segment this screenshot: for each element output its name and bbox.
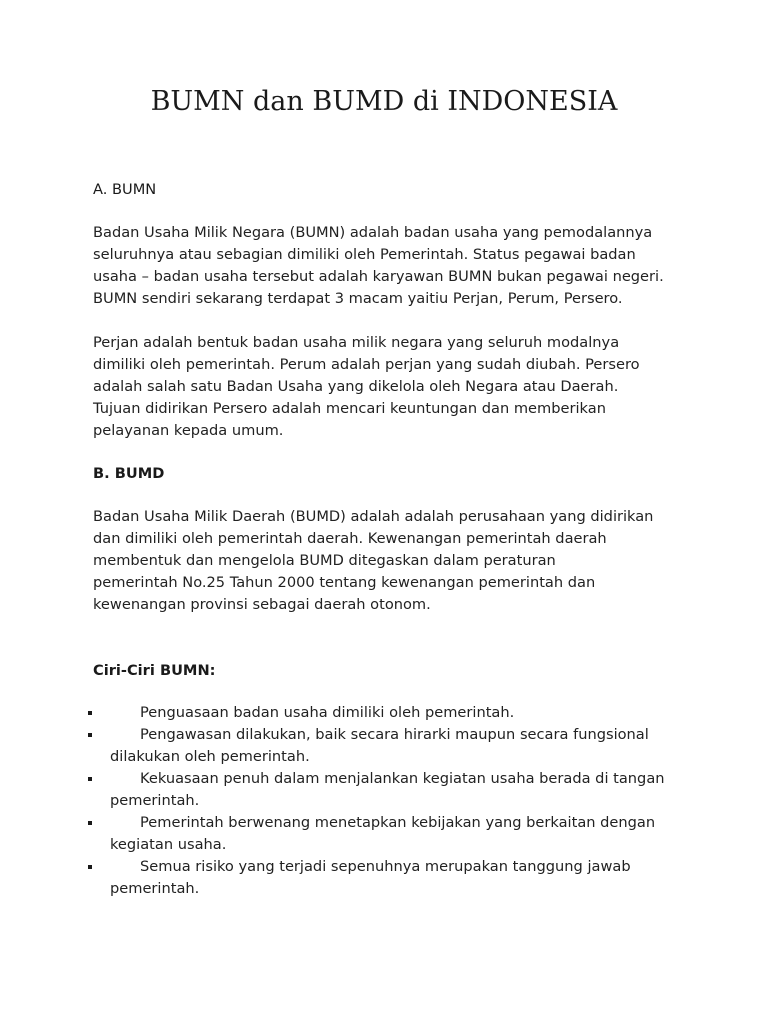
section-b-paragraph-1 [93, 506, 693, 616]
list-item-continuation: dilakukan oleh pemerintah. [110, 748, 310, 765]
document-title: BUMN dan BUMD di INDONESIA [150, 86, 618, 117]
section-a-paragraph-1 [93, 222, 693, 310]
paragraph-line: pemerintah No.25 Tahun 2000 tentang kewenangan pemerintah dan [93, 574, 596, 591]
list-item [86, 768, 706, 812]
list-item-text: Pengawasan dilakukan, baik secara hirarki maupun secara fungsional [140, 726, 649, 743]
list-item-continuation: pemerintah. [110, 880, 200, 897]
paragraph-line: adalah salah satu Badan Usaha yang dikelola oleh Negara atau Daerah. [93, 378, 619, 395]
paragraph-line: pelayanan kepada umum. [93, 422, 284, 439]
list-item-text: Penguasaan badan usaha dimiliki oleh pemerintah. [140, 704, 515, 721]
square-bullet-icon [88, 777, 92, 781]
ciri-list [86, 702, 706, 900]
list-item-continuation: pemerintah. [110, 792, 200, 809]
square-bullet-icon [88, 711, 92, 715]
list-item [86, 856, 706, 900]
paragraph-line: Tujuan didirikan Persero adalah mencari keuntungan dan memberikan [93, 400, 606, 417]
section-b-heading: B. BUMD [93, 465, 165, 482]
list-item-text: Pemerintah berwenang menetapkan kebijakan yang berkaitan dengan [140, 814, 656, 831]
list-item-continuation: kegiatan usaha. [110, 836, 227, 853]
paragraph-line: dimiliki oleh pemerintah. Perum adalah perjan yang sudah diubah. Persero [93, 356, 640, 373]
paragraph-line: usaha – badan usaha tersebut adalah karyawan BUMN bukan pegawai negeri. [93, 268, 664, 285]
list-item-text: Kekuasaan penuh dalam menjalankan kegiatan usaha berada di tangan [140, 770, 665, 787]
paragraph-line: Perjan adalah bentuk badan usaha milik negara yang seluruh modalnya [93, 334, 620, 351]
paragraph-line: Badan Usaha Milik Negara (BUMN) adalah badan usaha yang pemodalannya [93, 224, 653, 241]
section-a-paragraph-2 [93, 332, 693, 442]
paragraph-line: membentuk dan mengelola BUMD ditegaskan dalam peraturan [93, 552, 556, 569]
square-bullet-icon [88, 821, 92, 825]
square-bullet-icon [88, 865, 92, 869]
paragraph-line: dan dimiliki oleh pemerintah daerah. Kewenangan pemerintah daerah [93, 530, 607, 547]
paragraph-line: kewenangan provinsi sebagai daerah otonom. [93, 596, 431, 613]
list-item-text: Semua risiko yang terjadi sepenuhnya merupakan tanggung jawab [140, 858, 631, 875]
section-a-heading: A. BUMN [93, 181, 157, 198]
square-bullet-icon [88, 733, 92, 737]
ciri-heading: Ciri-Ciri BUMN: [93, 662, 216, 679]
list-item [86, 702, 706, 724]
paragraph-line: seluruhnya atau sebagian dimiliki oleh Pemerintah. Status pegawai badan [93, 246, 636, 263]
paragraph-line: Badan Usaha Milik Daerah (BUMD) adalah adalah perusahaan yang didirikan [93, 508, 654, 525]
paragraph-line: BUMN sendiri sekarang terdapat 3 macam yaitiu Perjan, Perum, Persero. [93, 290, 623, 307]
list-item [86, 812, 706, 856]
list-item [86, 724, 706, 768]
